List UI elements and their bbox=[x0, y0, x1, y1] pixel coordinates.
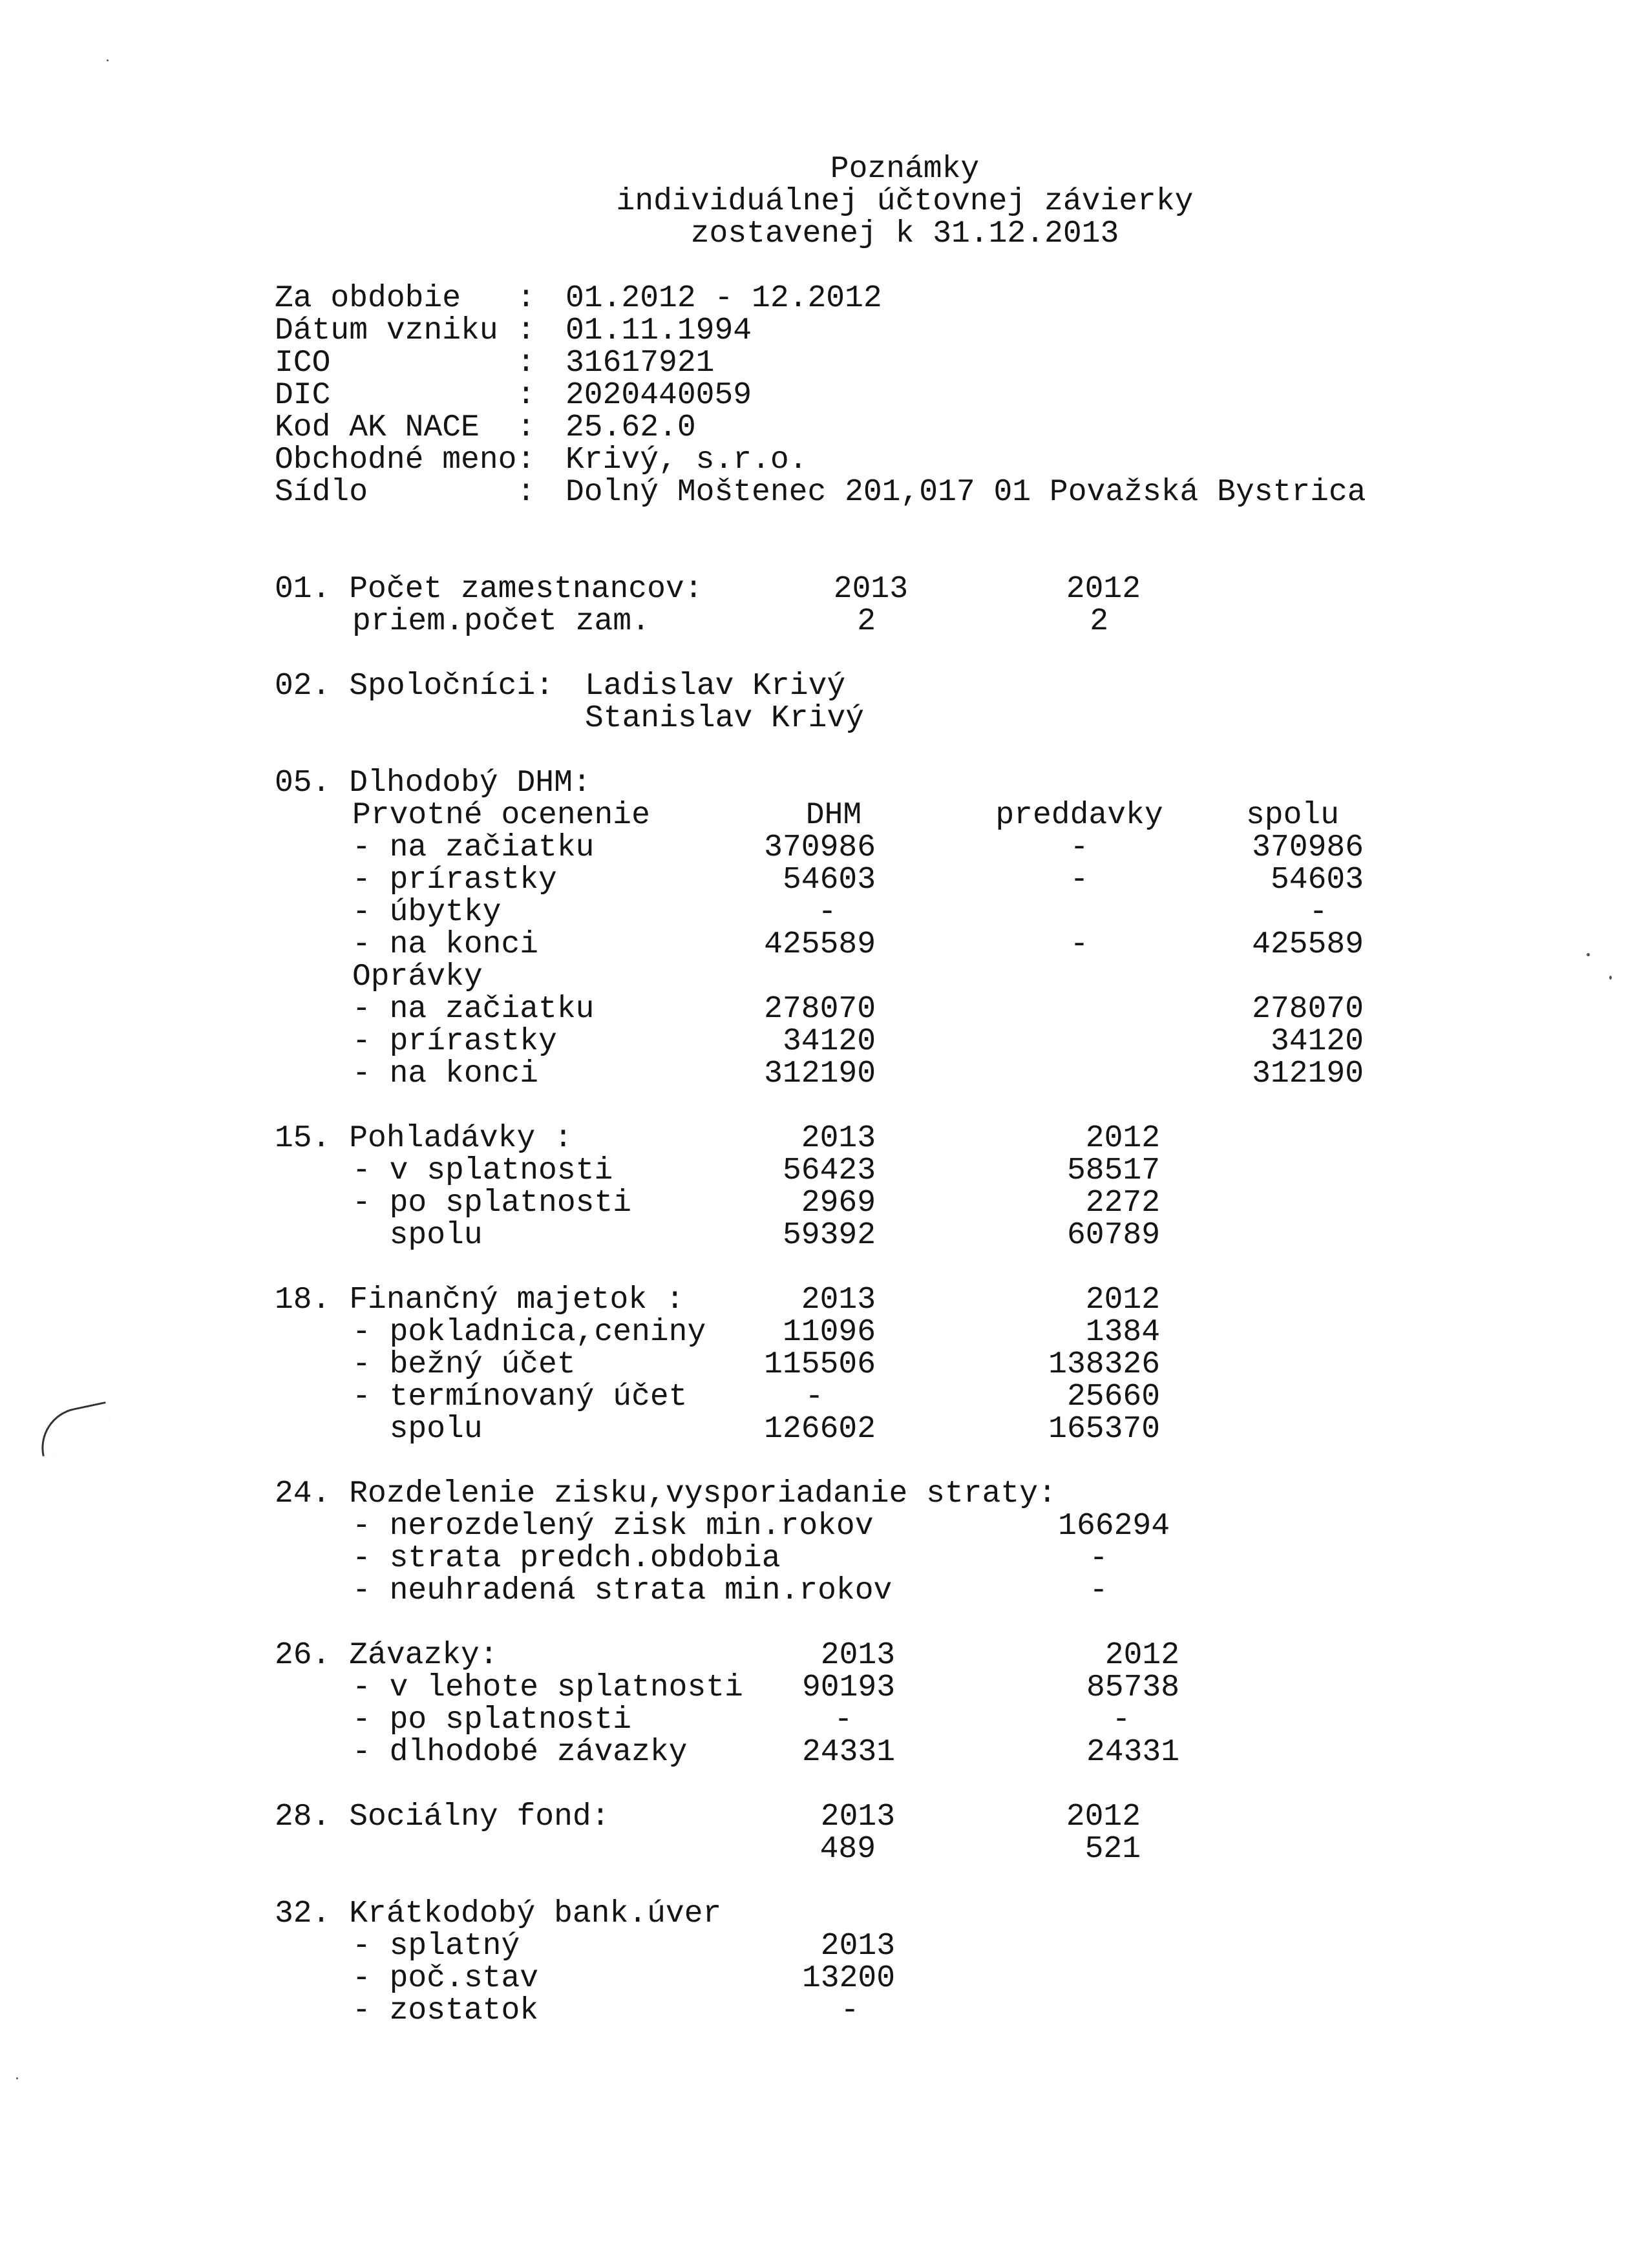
s01-row-label: priem.počet zam. bbox=[352, 604, 650, 639]
s15-row-v1: 2969 bbox=[801, 1186, 876, 1221]
s05-row-label: - na konci bbox=[352, 927, 539, 962]
title-line-1: Poznámky bbox=[830, 152, 980, 187]
scan-speck bbox=[1587, 953, 1590, 956]
s05-row-spolu: - bbox=[1309, 895, 1328, 930]
s05-row-pred: - bbox=[1070, 927, 1089, 962]
s18-col-2012: 2012 bbox=[1085, 1283, 1160, 1318]
s05-row-dhm: 370986 bbox=[764, 830, 876, 865]
s15-row-v2: 2272 bbox=[1085, 1186, 1160, 1221]
s15-heading: 15. Pohladávky : bbox=[275, 1121, 573, 1156]
s32-row-label: - splatný bbox=[352, 1929, 520, 1964]
s05-row-spolu: 425589 bbox=[1252, 927, 1364, 962]
s18-row-label: - termínovaný účet bbox=[352, 1380, 688, 1414]
s05-oprav-label: - na konci bbox=[352, 1056, 539, 1091]
s18-row-v2: 1384 bbox=[1085, 1315, 1160, 1350]
s18-row-v1: - bbox=[805, 1380, 824, 1414]
s18-row-label: spolu bbox=[352, 1412, 483, 1447]
s18-row-v1: 11096 bbox=[782, 1315, 876, 1350]
s05-oprav-spolu: 312190 bbox=[1252, 1056, 1364, 1091]
s15-row-label: - v splatnosti bbox=[352, 1153, 613, 1188]
field-nace-value: 25.62.0 bbox=[565, 410, 696, 445]
scan-speck bbox=[107, 59, 109, 61]
s05-col-preddavky: preddavky bbox=[995, 798, 1163, 833]
s32-row-value: 13200 bbox=[801, 1961, 895, 1996]
s05-row-spolu: 54603 bbox=[1270, 863, 1364, 898]
s01-col-2013: 2013 bbox=[833, 572, 908, 607]
s18-row-label: - pokladnica,ceniny bbox=[352, 1315, 706, 1350]
s05-row-label: - úbytky bbox=[352, 895, 502, 930]
s05-oprav-label: - na začiatku bbox=[352, 992, 595, 1027]
s24-heading: 24. Rozdelenie zisku,vysporiadanie straty: bbox=[275, 1476, 1057, 1511]
s05-oprav-dhm: 278070 bbox=[764, 992, 876, 1027]
s24-row-label: - nerozdelený zisk min.rokov bbox=[352, 1509, 874, 1544]
s05-row-pred: - bbox=[1070, 863, 1089, 898]
scan-speck bbox=[1609, 976, 1612, 980]
s26-row-v1: - bbox=[834, 1703, 853, 1738]
s18-row-label: - bežný účet bbox=[352, 1347, 576, 1382]
s05-oprav-spolu: 278070 bbox=[1252, 992, 1364, 1027]
s05-heading: 05. Dlhodobý DHM: bbox=[275, 766, 591, 801]
s01-col-2012: 2012 bbox=[1066, 572, 1141, 607]
s05-col-dhm: DHM bbox=[805, 798, 862, 833]
s18-row-v2: 165370 bbox=[1048, 1412, 1160, 1447]
s26-row-v1: 24331 bbox=[801, 1735, 895, 1770]
s32-row-value: 2013 bbox=[820, 1929, 895, 1964]
s28-heading: 28. Sociálny fond: bbox=[275, 1800, 610, 1834]
s18-row-v1: 126602 bbox=[764, 1412, 876, 1447]
s24-row-label: - neuhradená strata min.rokov bbox=[352, 1573, 893, 1608]
field-founded-label: Dátum vzniku : bbox=[275, 313, 536, 348]
s15-row-v2: 60789 bbox=[1066, 1218, 1160, 1253]
s26-heading: 26. Závazky: bbox=[275, 1638, 498, 1673]
s24-row-value: 166294 bbox=[1058, 1509, 1170, 1544]
s02-heading: 02. Spoločníci: bbox=[275, 669, 555, 704]
s15-col-2013: 2013 bbox=[801, 1121, 876, 1156]
s15-col-2012: 2012 bbox=[1085, 1121, 1160, 1156]
s01-heading: 01. Počet zamestnancov: bbox=[275, 572, 703, 607]
title-line-2: individuálnej účtovnej závierky bbox=[616, 184, 1194, 219]
field-company-label: Obchodné meno: bbox=[275, 443, 536, 478]
s05-row-pred: - bbox=[1070, 830, 1089, 865]
s32-row-value: - bbox=[840, 1993, 860, 2028]
s26-row-v2: - bbox=[1112, 1703, 1131, 1738]
field-address-value: Dolný Moštenec 201,017 01 Považská Bystrica bbox=[565, 475, 1366, 510]
s24-row-label: - strata predch.obdobia bbox=[352, 1541, 781, 1576]
s24-row-value: - bbox=[1089, 1541, 1108, 1576]
scan-mark bbox=[34, 1402, 114, 1456]
s01-v1: 2 bbox=[857, 604, 876, 639]
s05-row-dhm: 425589 bbox=[764, 927, 876, 962]
s05-oprav-spolu: 34120 bbox=[1270, 1024, 1364, 1059]
s02-partner-2: Stanislav Krivý bbox=[585, 701, 865, 736]
s18-row-v2: 138326 bbox=[1048, 1347, 1160, 1382]
s18-col-2013: 2013 bbox=[801, 1283, 876, 1318]
s15-row-label: - po splatnosti bbox=[352, 1186, 632, 1221]
s18-row-v2: 25660 bbox=[1066, 1380, 1160, 1414]
s26-col-2013: 2013 bbox=[820, 1638, 895, 1673]
s05-subheading: Prvotné ocenenie bbox=[352, 798, 650, 833]
s05-oprav-dhm: 312190 bbox=[764, 1056, 876, 1091]
s26-col-2012: 2012 bbox=[1104, 1638, 1179, 1673]
scan-speck bbox=[16, 2077, 18, 2079]
s26-row-v2: 85738 bbox=[1086, 1670, 1179, 1705]
s05-col-spolu: spolu bbox=[1245, 798, 1340, 833]
s28-col-2013: 2013 bbox=[820, 1800, 895, 1834]
field-ico-label: ICO : bbox=[275, 346, 536, 381]
s15-row-v2: 58517 bbox=[1066, 1153, 1160, 1188]
field-nace-label: Kod AK NACE : bbox=[275, 410, 536, 445]
s32-heading: 32. Krátkodobý bank.úver bbox=[275, 1896, 722, 1931]
s05-row-dhm: 54603 bbox=[782, 863, 876, 898]
s15-row-label: spolu bbox=[352, 1218, 483, 1253]
s26-row-v1: 90193 bbox=[801, 1670, 895, 1705]
s26-row-v2: 24331 bbox=[1086, 1735, 1179, 1770]
s18-row-v1: 115506 bbox=[764, 1347, 876, 1382]
s15-row-v1: 56423 bbox=[782, 1153, 876, 1188]
field-dic-value: 2020440059 bbox=[565, 378, 752, 413]
field-address-label: Sídlo : bbox=[275, 475, 536, 510]
field-dic-label: DIC : bbox=[275, 378, 536, 413]
s02-partner-1: Ladislav Krivý bbox=[585, 669, 846, 704]
s32-row-label: - poč.stav bbox=[352, 1961, 539, 1996]
s15-row-v1: 59392 bbox=[782, 1218, 876, 1253]
s24-row-value: - bbox=[1089, 1573, 1108, 1608]
s28-col-2012: 2012 bbox=[1066, 1800, 1141, 1834]
s28-v1: 489 bbox=[819, 1832, 876, 1867]
field-ico-value: 31617921 bbox=[565, 346, 715, 381]
s26-row-label: - v lehote splatnosti bbox=[352, 1670, 743, 1705]
title-line-3: zostavenej k 31.12.2013 bbox=[690, 216, 1119, 251]
s26-row-label: - po splatnosti bbox=[352, 1703, 632, 1738]
s18-heading: 18. Finančný majetok : bbox=[275, 1283, 684, 1318]
field-period-value: 01.2012 - 12.2012 bbox=[565, 281, 882, 316]
s28-v2: 521 bbox=[1084, 1832, 1141, 1867]
s05-row-label: - na začiatku bbox=[352, 830, 595, 865]
s05-oprav-heading: Oprávky bbox=[352, 960, 483, 994]
field-founded-value: 01.11.1994 bbox=[565, 313, 752, 348]
s01-v2: 2 bbox=[1090, 604, 1108, 639]
s05-row-label: - prírastky bbox=[352, 863, 557, 898]
s26-row-label: - dlhodobé závazky bbox=[352, 1735, 688, 1770]
s05-oprav-dhm: 34120 bbox=[782, 1024, 876, 1059]
s05-row-spolu: 370986 bbox=[1252, 830, 1364, 865]
field-company-value: Krivý, s.r.o. bbox=[565, 443, 808, 478]
s05-oprav-label: - prírastky bbox=[352, 1024, 557, 1059]
field-period-label: Za obdobie : bbox=[275, 281, 536, 316]
s32-row-label: - zostatok bbox=[352, 1993, 539, 2028]
s05-row-dhm: - bbox=[818, 895, 837, 930]
